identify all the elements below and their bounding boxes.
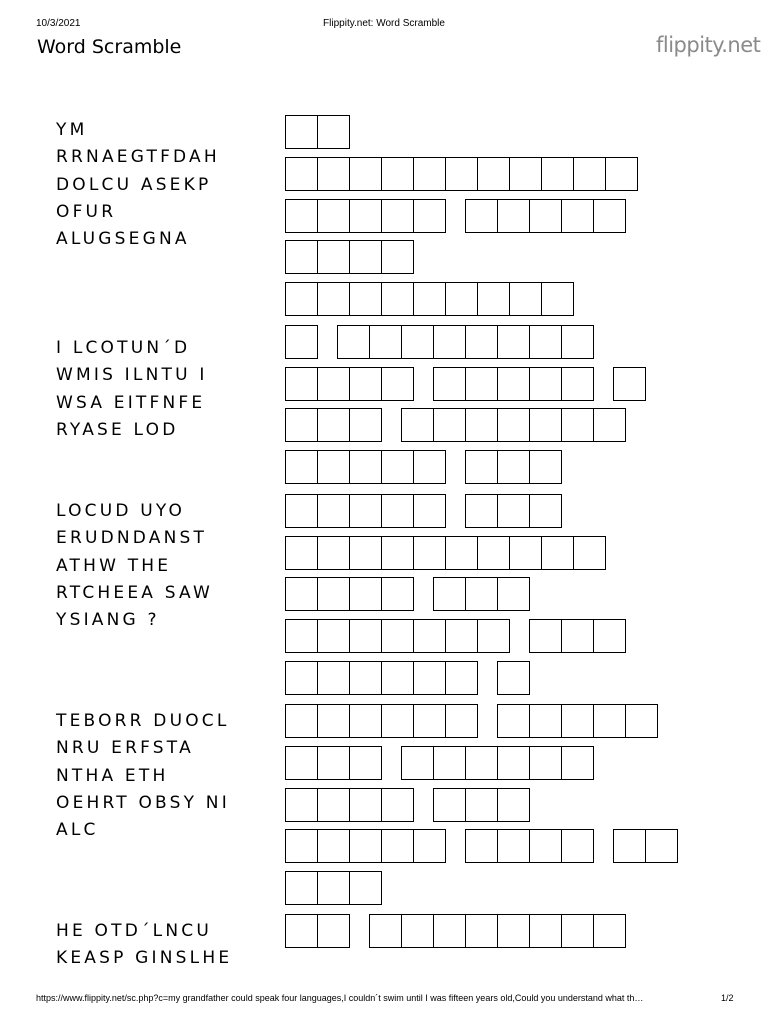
answer-letter-box[interactable] bbox=[381, 367, 414, 401]
answer-letter-box[interactable] bbox=[349, 536, 382, 570]
clue-line: ALUGSEGNA bbox=[56, 229, 190, 250]
answer-letter-box[interactable] bbox=[317, 367, 350, 401]
clue-line: ERUDNDANST bbox=[56, 528, 208, 549]
answer-letter-box[interactable] bbox=[561, 704, 594, 738]
print-date: 10/3/2021 bbox=[36, 18, 81, 29]
answer-letter-box[interactable] bbox=[381, 450, 414, 484]
answer-letter-box[interactable] bbox=[541, 282, 574, 316]
answer-letter-box[interactable] bbox=[317, 157, 350, 191]
answer-letter-box[interactable] bbox=[413, 157, 446, 191]
answer-letter-box[interactable] bbox=[465, 199, 498, 233]
clue-line: RTCHEEA SAW bbox=[56, 582, 213, 603]
answer-letter-box[interactable] bbox=[285, 240, 318, 274]
answer-letter-box[interactable] bbox=[413, 619, 446, 653]
answer-letter-box[interactable] bbox=[349, 829, 382, 863]
answer-letter-box[interactable] bbox=[349, 661, 382, 695]
answer-letter-box[interactable] bbox=[465, 494, 498, 528]
answer-letter-box[interactable] bbox=[477, 619, 510, 653]
clue-line: ALC bbox=[56, 820, 99, 841]
answer-letter-box[interactable] bbox=[465, 408, 498, 442]
answer-letter-box[interactable] bbox=[433, 788, 466, 822]
answer-letter-box[interactable] bbox=[433, 914, 466, 948]
answer-letter-box[interactable] bbox=[285, 199, 318, 233]
answer-letter-box[interactable] bbox=[317, 115, 350, 149]
answer-letter-box[interactable] bbox=[465, 829, 498, 863]
answer-letter-box[interactable] bbox=[573, 157, 606, 191]
answer-letter-box[interactable] bbox=[349, 367, 382, 401]
answer-letter-box[interactable] bbox=[465, 325, 498, 359]
answer-letter-box[interactable] bbox=[381, 282, 414, 316]
answer-letter-box[interactable] bbox=[497, 661, 530, 695]
clue-line: I LCOTUN´D bbox=[56, 338, 191, 358]
answer-letter-box[interactable] bbox=[529, 199, 562, 233]
answer-letter-box[interactable] bbox=[593, 914, 626, 948]
answer-letter-box[interactable] bbox=[465, 746, 498, 780]
answer-letter-box[interactable] bbox=[413, 704, 446, 738]
answer-letter-box[interactable] bbox=[593, 704, 626, 738]
answer-letter-box[interactable] bbox=[349, 408, 382, 442]
answer-letter-box[interactable] bbox=[561, 619, 594, 653]
clue-line: ATHW THE bbox=[56, 555, 172, 576]
answer-letter-box[interactable] bbox=[497, 577, 530, 611]
answer-letter-box[interactable] bbox=[349, 494, 382, 528]
answer-letter-box[interactable] bbox=[285, 914, 318, 948]
answer-letter-box[interactable] bbox=[561, 914, 594, 948]
answer-letter-box[interactable] bbox=[285, 282, 318, 316]
answer-letter-box[interactable] bbox=[529, 746, 562, 780]
answer-letter-box[interactable] bbox=[529, 367, 562, 401]
answer-letter-box[interactable] bbox=[317, 494, 350, 528]
answer-letter-box[interactable] bbox=[509, 157, 542, 191]
answer-letter-box[interactable] bbox=[285, 829, 318, 863]
answer-letter-box[interactable] bbox=[497, 199, 530, 233]
answer-letter-box[interactable] bbox=[349, 157, 382, 191]
answer-letter-box[interactable] bbox=[381, 829, 414, 863]
answer-letter-box[interactable] bbox=[381, 536, 414, 570]
answer-letter-box[interactable] bbox=[285, 577, 318, 611]
answer-letter-box[interactable] bbox=[349, 450, 382, 484]
answer-letter-box[interactable] bbox=[285, 408, 318, 442]
answer-letter-box[interactable] bbox=[285, 494, 318, 528]
answer-letter-box[interactable] bbox=[369, 325, 402, 359]
answer-letter-box[interactable] bbox=[413, 494, 446, 528]
clue-line: NRU ERFSTA bbox=[56, 738, 194, 759]
answer-letter-box[interactable] bbox=[401, 408, 434, 442]
answer-letter-box[interactable] bbox=[445, 282, 478, 316]
answer-letter-box[interactable] bbox=[433, 408, 466, 442]
answer-letter-box[interactable] bbox=[317, 829, 350, 863]
answer-letter-box[interactable] bbox=[317, 577, 350, 611]
answer-letter-box[interactable] bbox=[433, 746, 466, 780]
answer-letter-box[interactable] bbox=[369, 914, 402, 948]
answer-letter-box[interactable] bbox=[593, 408, 626, 442]
answer-letter-box[interactable] bbox=[349, 746, 382, 780]
answer-letter-box[interactable] bbox=[573, 536, 606, 570]
answer-letter-box[interactable] bbox=[381, 577, 414, 611]
answer-letter-box[interactable] bbox=[401, 914, 434, 948]
answer-letter-box[interactable] bbox=[593, 619, 626, 653]
clue-line: OFUR bbox=[56, 201, 117, 222]
answer-letter-box[interactable] bbox=[317, 661, 350, 695]
answer-letter-box[interactable] bbox=[541, 536, 574, 570]
flippity-logo: flippity.net bbox=[656, 33, 761, 57]
answer-letter-box[interactable] bbox=[445, 661, 478, 695]
answer-letter-box[interactable] bbox=[465, 914, 498, 948]
answer-letter-box[interactable] bbox=[285, 450, 318, 484]
clue-line: RRNAEGTFDAH bbox=[56, 147, 220, 168]
answer-letter-box[interactable] bbox=[433, 325, 466, 359]
answer-letter-box[interactable] bbox=[413, 282, 446, 316]
answer-letter-box[interactable] bbox=[625, 704, 658, 738]
answer-letter-box[interactable] bbox=[285, 367, 318, 401]
answer-letter-box[interactable] bbox=[317, 199, 350, 233]
clue-line: KEASP GINSLHE bbox=[56, 948, 233, 969]
answer-letter-box[interactable] bbox=[529, 914, 562, 948]
print-page-title: Flippity.net: Word Scramble bbox=[323, 18, 445, 29]
answer-letter-box[interactable] bbox=[381, 661, 414, 695]
answer-letter-box[interactable] bbox=[561, 367, 594, 401]
answer-letter-box[interactable] bbox=[497, 746, 530, 780]
answer-letter-box[interactable] bbox=[497, 408, 530, 442]
answer-letter-box[interactable] bbox=[317, 619, 350, 653]
answer-letter-box[interactable] bbox=[593, 199, 626, 233]
answer-letter-box[interactable] bbox=[349, 282, 382, 316]
answer-letter-box[interactable] bbox=[445, 157, 478, 191]
answer-letter-box[interactable] bbox=[285, 704, 318, 738]
answer-letter-box[interactable] bbox=[509, 536, 542, 570]
clue-line: WSA EITFNFE bbox=[56, 392, 206, 413]
answer-letter-box[interactable] bbox=[529, 325, 562, 359]
answer-letter-box[interactable] bbox=[605, 157, 638, 191]
clue-line: LOCUD UYO bbox=[56, 501, 186, 521]
answer-letter-box[interactable] bbox=[445, 704, 478, 738]
answer-letter-box[interactable] bbox=[401, 325, 434, 359]
answer-letter-box[interactable] bbox=[529, 494, 562, 528]
clue-line: TEBORR DUOCL bbox=[56, 711, 230, 731]
answer-letter-box[interactable] bbox=[509, 282, 542, 316]
clue-line: YM bbox=[56, 120, 88, 140]
answer-letter-box[interactable] bbox=[413, 661, 446, 695]
answer-letter-box[interactable] bbox=[561, 325, 594, 359]
answer-letter-box[interactable] bbox=[497, 704, 530, 738]
answer-letter-box[interactable] bbox=[497, 829, 530, 863]
answer-letter-box[interactable] bbox=[285, 788, 318, 822]
answer-letter-box[interactable] bbox=[285, 871, 318, 905]
answer-letter-box[interactable] bbox=[285, 661, 318, 695]
answer-letter-box[interactable] bbox=[401, 746, 434, 780]
answer-letter-box[interactable] bbox=[477, 536, 510, 570]
answer-letter-box[interactable] bbox=[445, 536, 478, 570]
answer-letter-box[interactable] bbox=[497, 325, 530, 359]
answer-letter-box[interactable] bbox=[497, 494, 530, 528]
answer-letter-box[interactable] bbox=[529, 408, 562, 442]
answer-letter-box[interactable] bbox=[381, 704, 414, 738]
answer-letter-box[interactable] bbox=[285, 536, 318, 570]
clue-line: NTHA ETH bbox=[56, 765, 169, 786]
answer-letter-box[interactable] bbox=[317, 536, 350, 570]
answer-letter-box[interactable] bbox=[477, 157, 510, 191]
answer-letter-box[interactable] bbox=[349, 240, 382, 274]
answer-letter-box[interactable] bbox=[413, 450, 446, 484]
answer-letter-box[interactable] bbox=[349, 199, 382, 233]
answer-letter-box[interactable] bbox=[561, 829, 594, 863]
answer-letter-box[interactable] bbox=[529, 619, 562, 653]
answer-letter-box[interactable] bbox=[337, 325, 370, 359]
answer-letter-box[interactable] bbox=[381, 619, 414, 653]
answer-letter-box[interactable] bbox=[317, 408, 350, 442]
answer-letter-box[interactable] bbox=[561, 408, 594, 442]
answer-letter-box[interactable] bbox=[317, 871, 350, 905]
clue-line: OEHRT OBSY NI bbox=[56, 792, 230, 813]
answer-letter-box[interactable] bbox=[317, 914, 350, 948]
answer-letter-box[interactable] bbox=[317, 240, 350, 274]
answer-letter-box[interactable] bbox=[613, 829, 646, 863]
answer-letter-box[interactable] bbox=[349, 704, 382, 738]
answer-letter-box[interactable] bbox=[433, 367, 466, 401]
answer-letter-box[interactable] bbox=[285, 157, 318, 191]
answer-letter-box[interactable] bbox=[613, 367, 646, 401]
answer-letter-box[interactable] bbox=[317, 282, 350, 316]
answer-letter-box[interactable] bbox=[317, 450, 350, 484]
document-title: Word Scramble bbox=[37, 36, 182, 58]
answer-letter-box[interactable] bbox=[645, 829, 678, 863]
answer-letter-box[interactable] bbox=[497, 914, 530, 948]
answer-letter-box[interactable] bbox=[497, 788, 530, 822]
answer-letter-box[interactable] bbox=[285, 325, 318, 359]
answer-letter-box[interactable] bbox=[433, 577, 466, 611]
answer-letter-box[interactable] bbox=[465, 577, 498, 611]
answer-letter-box[interactable] bbox=[529, 704, 562, 738]
clue-line: YSIANG ? bbox=[56, 610, 160, 631]
answer-letter-box[interactable] bbox=[317, 788, 350, 822]
answer-letter-box[interactable] bbox=[497, 367, 530, 401]
answer-letter-box[interactable] bbox=[477, 282, 510, 316]
answer-letter-box[interactable] bbox=[529, 450, 562, 484]
answer-letter-box[interactable] bbox=[285, 746, 318, 780]
answer-letter-box[interactable] bbox=[561, 199, 594, 233]
answer-letter-box[interactable] bbox=[349, 577, 382, 611]
answer-letter-box[interactable] bbox=[465, 367, 498, 401]
answer-letter-box[interactable] bbox=[413, 829, 446, 863]
answer-letter-box[interactable] bbox=[285, 619, 318, 653]
answer-letter-box[interactable] bbox=[561, 746, 594, 780]
clue-line: DOLCU ASEKP bbox=[56, 174, 212, 195]
clue-line: RYASE LOD bbox=[56, 419, 179, 440]
answer-letter-box[interactable] bbox=[541, 157, 574, 191]
answer-letter-box[interactable] bbox=[317, 704, 350, 738]
answer-letter-box[interactable] bbox=[413, 536, 446, 570]
footer-page-number: 1/2 bbox=[721, 993, 734, 1003]
answer-letter-box[interactable] bbox=[349, 619, 382, 653]
answer-letter-box[interactable] bbox=[317, 746, 350, 780]
answer-letter-box[interactable] bbox=[349, 871, 382, 905]
answer-letter-box[interactable] bbox=[381, 494, 414, 528]
answer-letter-box[interactable] bbox=[349, 788, 382, 822]
answer-letter-box[interactable] bbox=[381, 157, 414, 191]
answer-letter-box[interactable] bbox=[381, 199, 414, 233]
answer-letter-box[interactable] bbox=[381, 240, 414, 274]
answer-letter-box[interactable] bbox=[465, 788, 498, 822]
answer-letter-box[interactable] bbox=[445, 619, 478, 653]
answer-letter-box[interactable] bbox=[413, 199, 446, 233]
clue-line: HE OTD´LNCU bbox=[56, 921, 212, 941]
answer-letter-box[interactable] bbox=[529, 829, 562, 863]
clue-line: WMIS ILNTU I bbox=[56, 365, 208, 386]
answer-letter-box[interactable] bbox=[285, 115, 318, 149]
answer-letter-box[interactable] bbox=[497, 450, 530, 484]
answer-letter-box[interactable] bbox=[465, 450, 498, 484]
footer-url: https://www.flippity.net/sc.php?c=my grandfather could speak four languages,I couldn´t swim until I was fifteen years old,Could you understand what th… bbox=[36, 993, 644, 1003]
answer-letter-box[interactable] bbox=[381, 788, 414, 822]
